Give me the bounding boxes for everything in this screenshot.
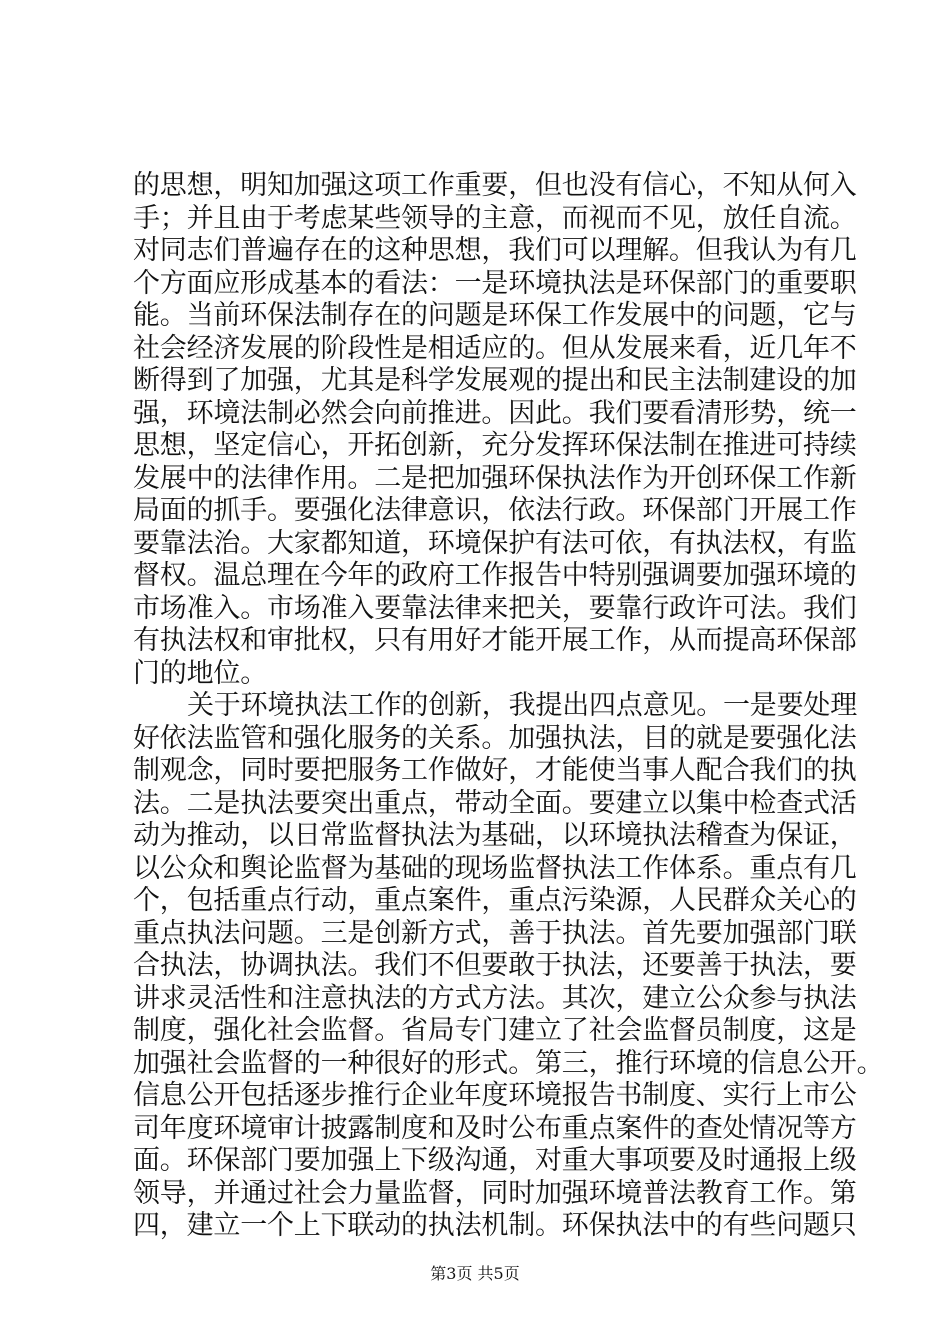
text-line: 的思想，明知加强这项工作重要，但也没有信心，不知从何入 bbox=[133, 170, 857, 201]
page-footer bbox=[0, 1264, 950, 1284]
text-line: 对同志们普遍存在的这种思想，我们可以理解。但我认为有几 bbox=[133, 235, 857, 266]
text-line: 有执法权和审批权，只有用好才能开展工作，从而提高环保部 bbox=[133, 625, 857, 656]
paragraph-start-line: 关于环境执法工作的创新，我提出四点意见。一是要处理 bbox=[187, 690, 857, 721]
text-line: 要靠法治。大家都知道，环境保护有法可依，有执法权，有监 bbox=[133, 527, 857, 559]
document-body bbox=[133, 170, 884, 1243]
text-line: 讲求灵活性和注意执法的方式方法。其次，建立公众参与执法 bbox=[133, 982, 857, 1014]
text-line: 市场准入。市场准入要靠法律来把关，要靠行政许可法。我们 bbox=[133, 592, 857, 624]
text-line: 社会经济发展的阶段性是相适应的。但从发展来看，近几年不 bbox=[133, 332, 857, 364]
page-number-label: 第3页 共5页 bbox=[430, 1264, 520, 1283]
text-line: 制度，强化社会监督。省局专门建立了社会监督员制度，这是 bbox=[133, 1015, 857, 1046]
text-line: 断得到了加强，尤其是科学发展观的提出和民主法制建设的加 bbox=[133, 365, 857, 396]
text-line: 重点执法问题。三是创新方式，善于执法。首先要加强部门联 bbox=[133, 917, 857, 949]
text-line: 以公众和舆论监督为基础的现场监督执法工作体系。重点有几 bbox=[133, 852, 857, 884]
text-line: 督权。温总理在今年的政府工作报告中特别强调要加强环境的 bbox=[133, 560, 857, 591]
text-line: 加强社会监督的一种很好的形式。第三，推行环境的信息公开。 bbox=[133, 1047, 884, 1079]
text-line: 法。二是执法要突出重点，带动全面。要建立以集中检查式活 bbox=[133, 787, 857, 819]
text-line: 好依法监管和强化服务的关系。加强执法，目的就是要强化法 bbox=[133, 722, 857, 754]
text-line: 个方面应形成基本的看法：一是环境执法是环保部门的重要职 bbox=[133, 267, 857, 299]
text-line: 发展中的法律作用。二是把加强环保执法作为开创环保工作新 bbox=[133, 462, 857, 494]
text-line: 强，环境法制必然会向前推进。因此。我们要看清形势，统一 bbox=[133, 397, 857, 429]
text-line: 信息公开包括逐步推行企业年度环境报告书制度、实行上市公 bbox=[133, 1080, 857, 1111]
text-line: 手；并且由于考虑某些领导的主意，而视而不见，放任自流。 bbox=[133, 202, 857, 234]
text-line: 领导，并通过社会力量监督，同时加强环境普法教育工作。第 bbox=[133, 1177, 857, 1209]
text-line: 制观念，同时要把服务工作做好，才能使当事人配合我们的执 bbox=[133, 755, 857, 786]
text-line: 门的地位。 bbox=[133, 657, 267, 689]
text-line: 个，包括重点行动，重点案件，重点污染源，人民群众关心的 bbox=[133, 885, 857, 916]
text-line: 司年度环境审计披露制度和及时公布重点案件的查处情况等方 bbox=[133, 1112, 857, 1144]
text-line: 局面的抓手。要强化法律意识，依法行政。环保部门开展工作 bbox=[133, 495, 857, 526]
text-line: 能。当前环保法制存在的问题是环保工作发展中的问题，它与 bbox=[133, 300, 857, 331]
text-line: 动为推动，以日常监督执法为基础，以环境执法稽查为保证， bbox=[133, 820, 857, 851]
text-line: 思想，坚定信心，开拓创新，充分发挥环保法制在推进可持续 bbox=[133, 430, 857, 461]
text-line: 合执法，协调执法。我们不但要敢于执法，还要善于执法，要 bbox=[133, 950, 857, 981]
text-line: 四，建立一个上下联动的执法机制。环保执法中的有些问题只 bbox=[133, 1210, 857, 1241]
text-line: 面。环保部门要加强上下级沟通，对重大事项要及时通报上级 bbox=[133, 1145, 857, 1176]
